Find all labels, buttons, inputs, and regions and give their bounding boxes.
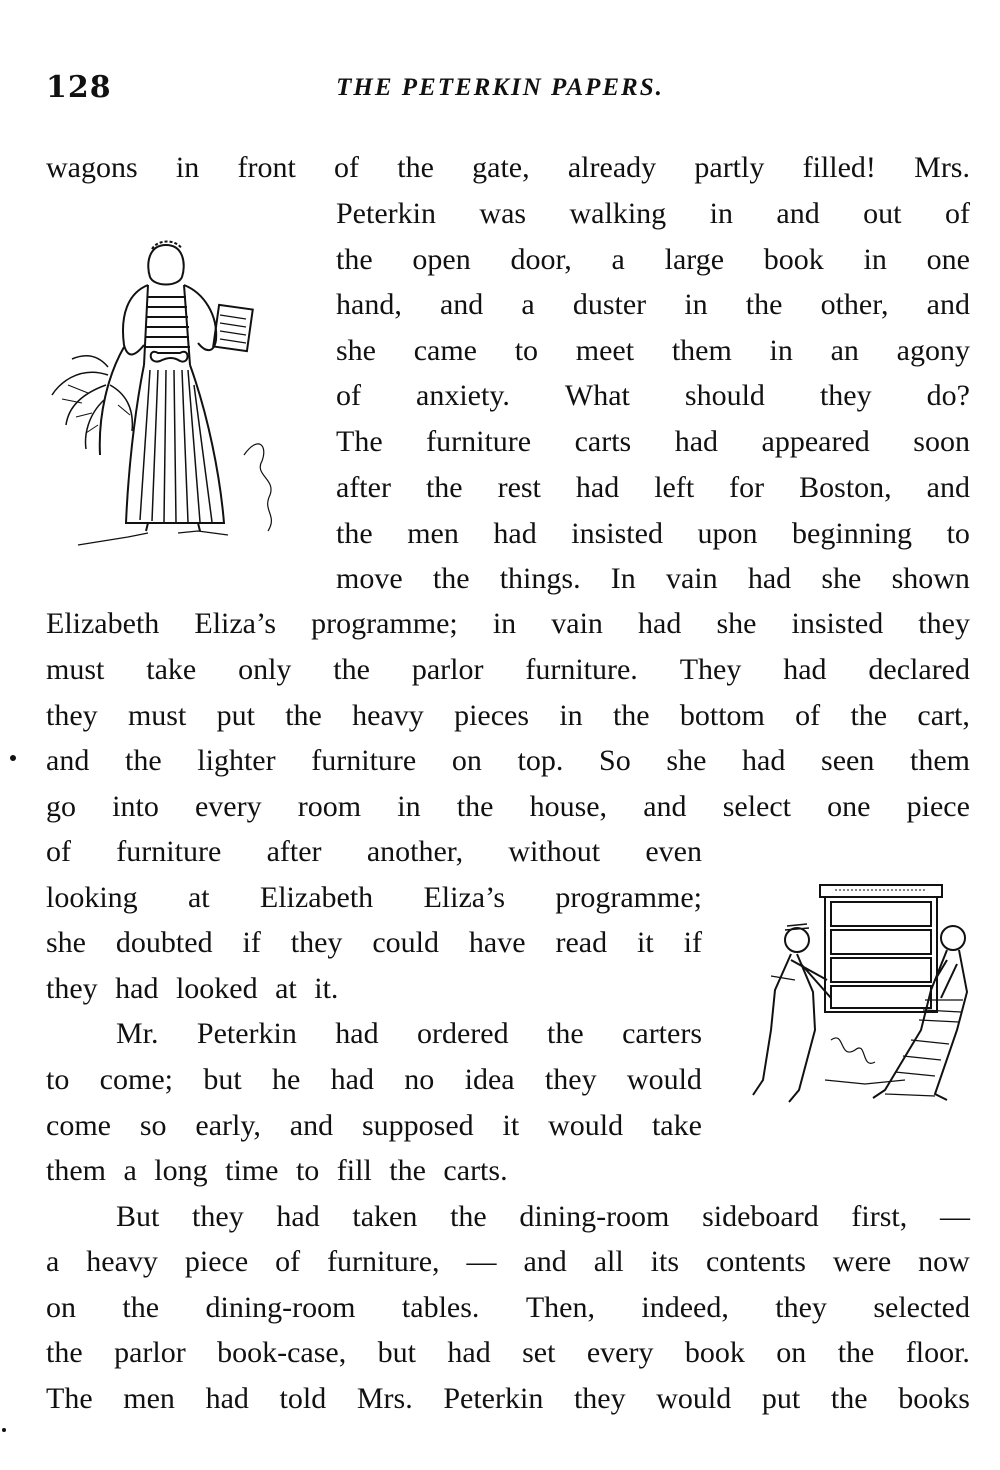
text-line: they must put the heavy pieces in the bottom of the cart, <box>46 699 970 732</box>
woman-illustration <box>48 235 298 555</box>
text-line: The men had told Mrs. Peterkin they would put the books <box>46 1382 970 1415</box>
text-line: But they had taken the dining-room sideboard first, — <box>116 1200 970 1233</box>
text-line: the parlor book-case, but had set every book on the floor. <box>46 1336 970 1369</box>
text-line: a heavy piece of furniture, — and all its contents were now <box>46 1245 970 1278</box>
text-line: of anxiety. What should they do? <box>336 379 970 412</box>
page-number: 128 <box>46 70 112 105</box>
text-line: wagons in front of the gate, already partly filled! Mrs. <box>46 151 970 184</box>
running-title: THE PETERKIN PAPERS. <box>336 74 664 101</box>
text-line: hand, and a duster in the other, and <box>336 288 970 321</box>
page-speck <box>10 755 16 761</box>
text-line: they had looked at it. <box>46 972 339 1005</box>
text-line: Peterkin was walking in and out of <box>336 197 970 230</box>
text-line: move the things. In vain had she shown <box>336 562 970 595</box>
text-line: The furniture carts had appeared soon <box>336 425 970 458</box>
text-line: after the rest had left for Boston, and <box>336 471 970 504</box>
text-line: Elizabeth Eliza’s programme; in vain had she insisted they <box>46 607 970 640</box>
page-speck <box>2 1428 6 1432</box>
text-line: and the lighter furniture on top. So she had seen them <box>46 744 970 777</box>
text-line: go into every room in the house, and select one piece <box>46 790 970 823</box>
text-line: the men had insisted upon beginning to <box>336 517 970 550</box>
text-line: she came to meet them in an agony <box>336 334 970 367</box>
text-line: to come; but he had no idea they would <box>46 1063 702 1096</box>
text-line: the open door, a large book in one <box>336 243 970 276</box>
text-line: them a long time to fill the carts. <box>46 1154 508 1187</box>
movers-illustration <box>735 880 975 1120</box>
text-line: she doubted if they could have read it if <box>46 926 702 959</box>
text-line: of furniture after another, without even <box>46 835 702 868</box>
text-line: Mr. Peterkin had ordered the carters <box>116 1017 702 1050</box>
text-line: on the dining-room tables. Then, indeed, they selected <box>46 1291 970 1324</box>
text-line: must take only the parlor furniture. They had declared <box>46 653 970 686</box>
text-line: come so early, and supposed it would take <box>46 1109 702 1142</box>
text-line: looking at Elizabeth Eliza’s programme; <box>46 881 702 914</box>
